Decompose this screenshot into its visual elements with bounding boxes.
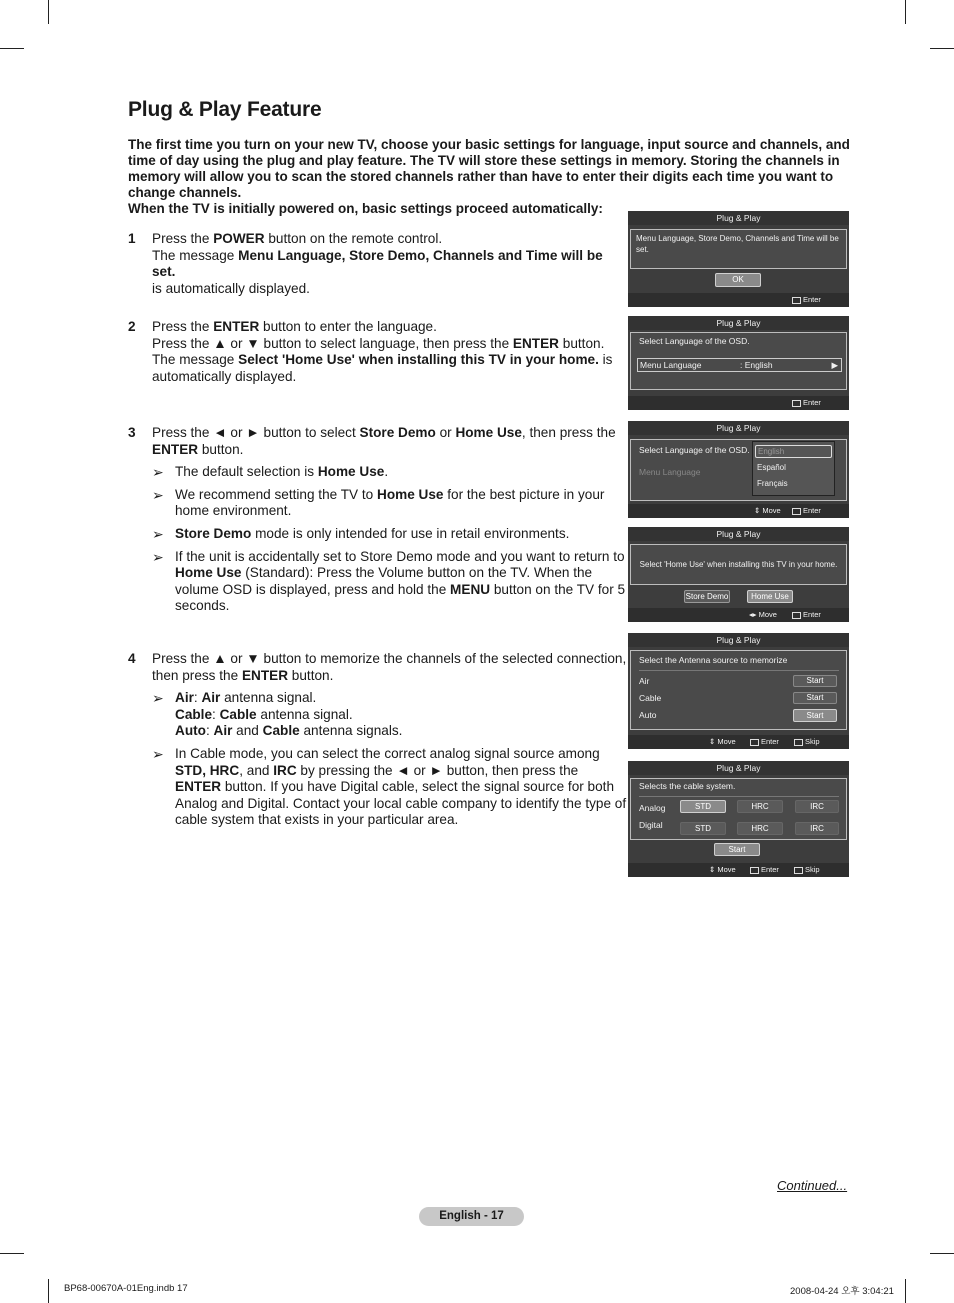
osd-message-box: [630, 544, 847, 585]
step-text: button.: [559, 335, 605, 351]
osd-panel-3: [628, 421, 849, 518]
note-text: We recommend setting the TV to: [175, 486, 377, 502]
updown-icon: ⇕: [709, 737, 716, 746]
footer-file-info: BP68-00670A-01Eng.indb 17: [64, 1283, 188, 1294]
note-bold: Cable: [219, 706, 257, 722]
ok-button[interactable]: OK: [715, 273, 761, 287]
page-title: Plug & Play Feature: [128, 98, 322, 121]
note-text: for the best picture in your home environment.: [175, 486, 605, 519]
intro-text: [128, 137, 853, 217]
step-bold: ENTER: [241, 667, 289, 683]
note: [152, 487, 628, 520]
osd-content-box: [630, 650, 847, 730]
start-cable-button[interactable]: Start: [793, 692, 837, 704]
note-arrow-icon: ➢: [152, 745, 164, 762]
continued-link: Continued...: [777, 1178, 848, 1193]
dropdown-option-selected[interactable]: English: [755, 445, 832, 458]
note-bold: MENU: [450, 581, 491, 597]
osd-message-box: [630, 229, 847, 269]
dropdown-option[interactable]: Español: [757, 463, 786, 472]
note-text: If the unit is accidentally set to Store Demo mode and you want to return to: [175, 548, 625, 564]
osd-footer: [628, 293, 849, 307]
step-number: 1: [128, 231, 136, 246]
skip-label: Skip: [805, 737, 820, 746]
note: [152, 526, 628, 543]
step-text: button.: [198, 441, 244, 457]
updown-icon: ⇕: [754, 506, 761, 515]
enter-label: Enter: [803, 610, 821, 619]
enter-label: Enter: [761, 737, 779, 746]
step-bold: ENTER: [512, 335, 559, 351]
step-number: 4: [128, 651, 136, 666]
step-text: is automatically displayed.: [152, 352, 613, 384]
step-bold: Menu Language, Store Demo, Channels and Time will be set.: [152, 247, 603, 280]
osd-message: Select Language of the OSD.: [639, 445, 750, 455]
enter-label: Enter: [761, 865, 779, 874]
note: [152, 464, 628, 481]
footer-timestamp: 2008-04-24 오후 3:04:21: [790, 1286, 894, 1297]
intro-paragraph-2: When the TV is initially powered on, basic settings proceed automatically:: [128, 201, 603, 216]
language-dropdown: [752, 441, 835, 496]
note-arrow-icon: ➢: [152, 464, 164, 481]
step-text: Press the: [152, 231, 214, 246]
row-label: Menu Language: [640, 360, 702, 370]
note-bold: Auto: [175, 723, 206, 739]
crop-mark: [0, 48, 24, 49]
osd-header: Plug & Play: [628, 421, 849, 435]
note-text: mode is only intended for use in retail environments.: [251, 525, 570, 541]
osd-message: Select 'Home Use' when installing this TV in your home.: [639, 560, 838, 569]
digital-irc-button[interactable]: IRC: [795, 822, 839, 835]
antenna-air-label: Air: [639, 676, 650, 686]
digital-std-button[interactable]: STD: [680, 822, 726, 835]
step-text: is automatically displayed.: [152, 280, 310, 296]
enter-icon: [750, 739, 759, 746]
enter-label: Enter: [803, 295, 821, 304]
step-text: Press the ◄ or ► button to select: [152, 425, 360, 440]
divider: [639, 796, 839, 797]
note: [152, 690, 628, 740]
note-text: .: [384, 464, 389, 480]
enter-icon: [792, 612, 801, 619]
note-text: by pressing the ◄ or ► button, then press the: [296, 762, 579, 778]
note-text: :: [212, 706, 220, 722]
divider: [639, 670, 839, 671]
note: [152, 746, 628, 829]
step-text: The message: [152, 247, 239, 263]
note-bold: ENTER: [175, 779, 222, 795]
osd-footer: [628, 608, 849, 622]
move-label: Move: [717, 865, 736, 874]
osd-content-box: [630, 778, 847, 840]
enter-icon: [750, 867, 759, 874]
osd-footer: [628, 504, 849, 518]
skip-icon: [794, 867, 803, 874]
note-text: antenna signal.: [220, 690, 317, 706]
osd-header: Plug & Play: [628, 633, 849, 647]
step-text: , then press the: [521, 425, 616, 440]
osd-message: Selects the cable system.: [639, 781, 736, 791]
leftright-icon: ◂▸: [749, 610, 757, 619]
note-bold: Store Demo: [175, 525, 252, 541]
menu-language-row[interactable]: [637, 358, 842, 372]
dropdown-option[interactable]: Français: [757, 479, 788, 488]
analog-label: Analog: [639, 803, 666, 813]
analog-std-button[interactable]: STD: [680, 800, 726, 813]
osd-footer: [628, 735, 849, 749]
move-label: Move: [762, 506, 781, 515]
start-air-button[interactable]: Start: [793, 675, 837, 687]
step-text: button to enter the language.: [259, 319, 437, 334]
note-bold: Air: [213, 723, 233, 739]
step-text: button.: [288, 667, 334, 683]
osd-header: Plug & Play: [628, 211, 849, 225]
osd-content-box: [630, 439, 847, 501]
note-bold: Air: [201, 690, 221, 706]
note-arrow-icon: ➢: [152, 486, 164, 503]
start-auto-button[interactable]: Start: [793, 709, 837, 722]
step-number: 3: [128, 425, 136, 440]
note-text: antenna signal.: [256, 706, 353, 722]
crop-mark: [930, 48, 954, 49]
enter-label: Enter: [803, 398, 821, 407]
updown-icon: ⇕: [709, 865, 716, 874]
step-4: [128, 651, 628, 829]
step-bold: Select 'Home Use' when installing this TV in your home.: [238, 352, 599, 368]
step-text: Press the ▲ or ▼ button to select language, then press the: [152, 335, 513, 351]
start-button[interactable]: Start: [714, 843, 760, 856]
note-arrow-icon: ➢: [152, 548, 164, 565]
note-bold: Home Use: [377, 486, 444, 502]
analog-hrc-button[interactable]: HRC: [737, 800, 783, 813]
step-text: or: [435, 425, 456, 440]
osd-panel-1: [628, 211, 849, 307]
note-text: button on the TV for 5 seconds.: [175, 581, 626, 614]
osd-panel-2: [628, 316, 849, 410]
step-bold: Store Demo: [359, 425, 436, 440]
note-text: and: [232, 723, 263, 739]
note-bold: Cable: [175, 706, 213, 722]
crop-mark: [48, 0, 49, 24]
note-arrow-icon: ➢: [152, 690, 164, 707]
move-label: Move: [758, 610, 777, 619]
crop-mark: [905, 1279, 906, 1303]
crop-mark: [0, 1253, 24, 1254]
note-text: (Standard): Press the Volume button on the TV. When the volume OSD is displayed, press and hold the: [175, 565, 593, 597]
osd-header: Plug & Play: [628, 316, 849, 330]
antenna-auto-label: Auto: [639, 710, 657, 720]
osd-header: Plug & Play: [628, 761, 849, 775]
osd-message: Menu Language, Store Demo, Channels and Time will be set.: [636, 234, 839, 254]
step-bold: ENTER: [152, 441, 199, 457]
skip-icon: [794, 739, 803, 746]
note-text: In Cable mode, you can select the correct analog signal source among: [175, 745, 600, 761]
note-arrow-icon: ➢: [152, 525, 164, 542]
note-bold: Cable: [262, 723, 300, 739]
note-text: , and: [239, 762, 274, 778]
note-bold: Home Use: [317, 464, 385, 480]
antenna-cable-label: Cable: [639, 693, 662, 703]
page-number-badge: English - 17: [419, 1207, 524, 1226]
note-text: button. If you have Digital cable, select the signal source for both Analog and Digital. Contact your local cable company to identify the type of cable system that exists in your particular area.: [175, 779, 627, 828]
store-demo-button[interactable]: Store Demo: [685, 592, 729, 601]
step-text: Press the: [152, 319, 214, 334]
note-text: antenna signals.: [299, 723, 403, 739]
step-text: button on the remote control.: [264, 231, 443, 246]
step-text: The message: [152, 352, 239, 368]
osd-content-box: [630, 332, 847, 390]
note-bold: IRC: [273, 762, 297, 778]
osd-header: Plug & Play: [628, 527, 849, 541]
note-text: :: [193, 690, 202, 706]
osd-message: Select the Antenna source to memorize: [639, 655, 788, 665]
enter-icon: [792, 400, 801, 407]
osd-footer: [628, 396, 849, 410]
step-text: Press the ▲ or ▼ button to memorize the channels of the selected connection, then press the: [152, 651, 627, 683]
step-2: [128, 319, 628, 385]
move-label: Move: [717, 737, 736, 746]
note: [152, 549, 628, 615]
osd-panel-5: [628, 633, 849, 749]
row-label: Menu Language: [639, 467, 701, 477]
step-bold: POWER: [213, 231, 265, 246]
osd-message: Select Language of the OSD.: [639, 336, 750, 346]
analog-irc-button[interactable]: IRC: [795, 800, 839, 813]
intro-paragraph: The first time you turn on your new TV, choose your basic settings for language, input source and channels, and time of day using the plug and play feature. The TV will store these settings in memory. Storing the channels in memory will allow you to scan the stored channels rather than have to enter their digits each time you want to change channels.: [128, 137, 850, 200]
step-bold: ENTER: [213, 319, 260, 334]
note-bold: Home Use: [175, 565, 242, 581]
crop-mark: [48, 1279, 49, 1303]
step-3: [128, 425, 628, 615]
step-1: [128, 231, 628, 297]
enter-icon: [792, 508, 801, 515]
enter-label: Enter: [803, 506, 821, 515]
step-number: 2: [128, 319, 136, 334]
step-bold: Home Use: [455, 425, 522, 440]
osd-footer: [628, 863, 849, 877]
crop-mark: [930, 1253, 954, 1254]
note-text: The default selection is: [175, 464, 318, 480]
digital-hrc-button[interactable]: HRC: [737, 822, 783, 835]
arrow-right-icon: ▶: [831, 360, 838, 370]
crop-mark: [905, 0, 906, 24]
row-value: : English: [740, 360, 773, 370]
home-use-button[interactable]: Home Use: [747, 590, 793, 603]
note-bold: Air: [175, 690, 194, 706]
osd-panel-6: [628, 761, 849, 877]
note-text: :: [205, 723, 214, 739]
note-bold: STD, HRC: [175, 762, 240, 778]
skip-label: Skip: [805, 865, 820, 874]
osd-panel-4: [628, 527, 849, 622]
digital-label: Digital: [639, 820, 663, 830]
enter-icon: [792, 297, 801, 304]
